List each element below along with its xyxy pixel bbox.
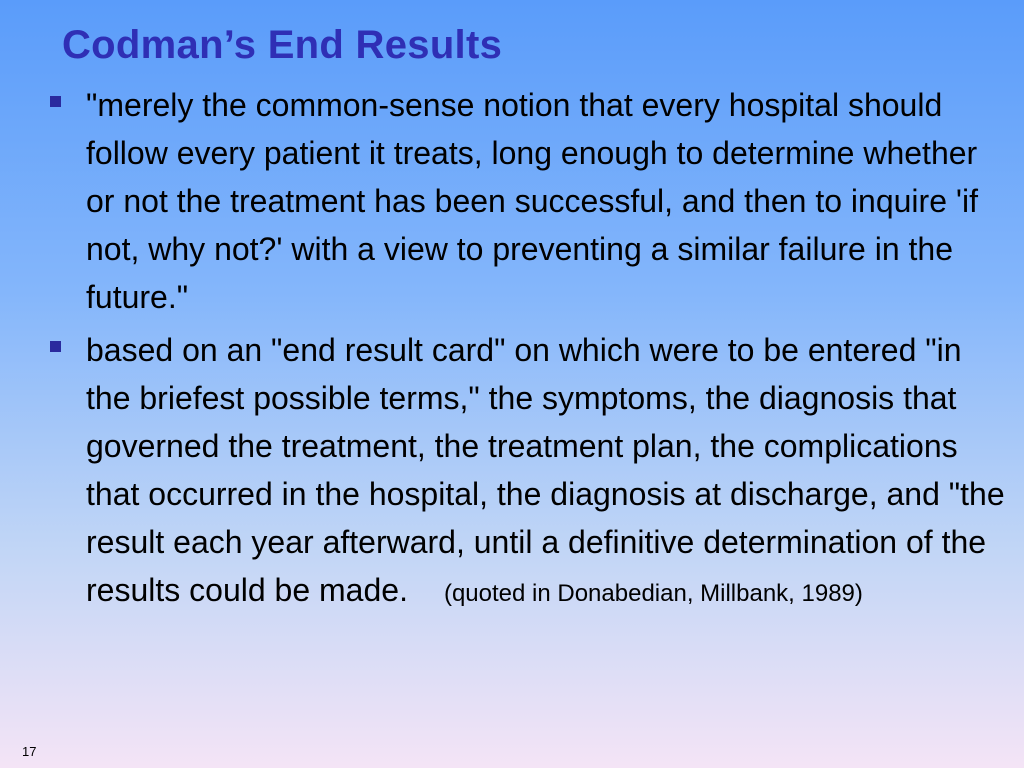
- slide-title: Codman’s End Results: [62, 23, 503, 67]
- bullet-item-end-result-card: [48, 326, 1008, 618]
- bullet-text: based on an "end result card" on which were to be entered "in the briefest possible terms," the symptoms, the diagnosis that governed the treatment, the treatment plan, the complications that occurred in the hospital, the diagnosis at discharge, and "the result each year afterward, until a definitive determination of the results could be made.: [86, 332, 1005, 608]
- bullet-item-definition: [48, 81, 1008, 321]
- bullet-list: [48, 81, 1008, 623]
- citation: (quoted in Donabedian, Millbank, 1989): [443, 580, 863, 607]
- square-bullet-icon: [50, 341, 61, 352]
- square-bullet-icon: [50, 96, 61, 107]
- slide-number: 17: [22, 744, 37, 759]
- bullet-text: "merely the common-sense notion that every hospital should follow every patient it treats, long enough to determine whether or not the treatment has been successful, and then to inquire 'if not, why not?' with a view to preventing a similar failure in the future.": [86, 87, 978, 315]
